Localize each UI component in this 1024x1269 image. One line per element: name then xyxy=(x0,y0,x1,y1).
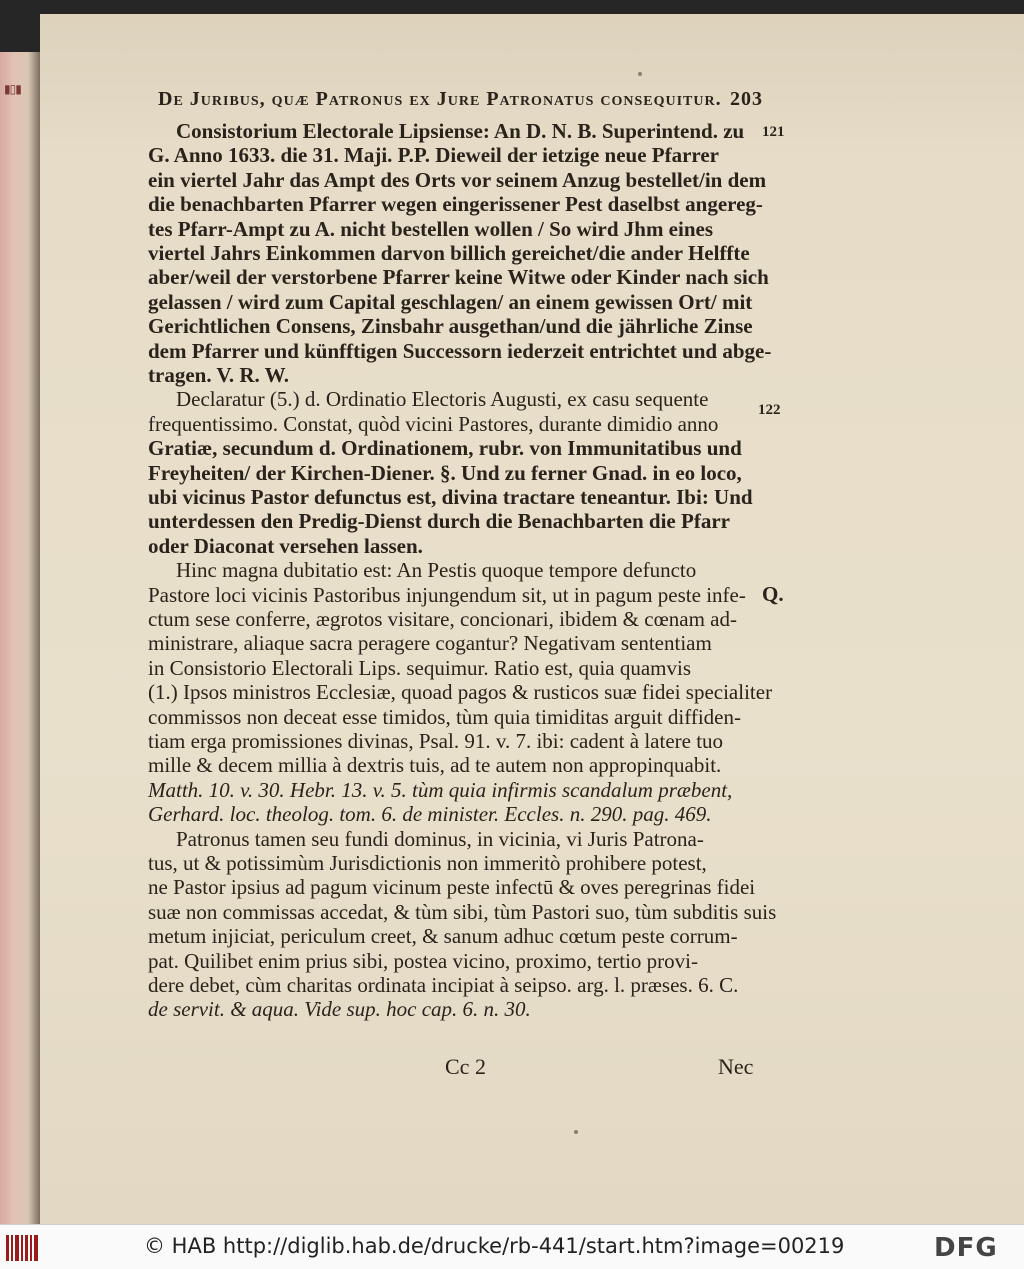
page-number: 203 xyxy=(730,88,763,110)
copyright-link[interactable]: © HAB http://diglib.hab.de/drucke/rb-441/start.htm?image=00219 xyxy=(144,1234,845,1258)
page-header: De Juribus, quæ Patronus ex Jure Patronatus consequitur. xyxy=(158,88,722,110)
book-page xyxy=(40,14,1024,1224)
text-line: (1.) Ipsos ministros Ecclesiæ, quoad pagos & rusticos suæ fidei specialiter xyxy=(148,680,773,705)
text-line: Freyheiten/ der Kirchen-Diener. §. Und zu ferner Gnad. in eo loco, xyxy=(148,460,742,485)
text-line: Gerhard. loc. theolog. tom. 6. de minister. Eccles. n. 290. pag. 469. xyxy=(148,802,712,827)
text-line: suæ non commissas accedat, & tùm sibi, tùm Pastori suo, tùm subditis suis xyxy=(148,899,777,924)
text-line: Patronus tamen seu fundi dominus, in vicinia, vi Juris Patrona- xyxy=(176,826,704,851)
text-line: unterdessen den Predig-Dienst durch die Benachbarten die Pfarr xyxy=(148,509,730,534)
text-line: Consistorium Electorale Lipsiense: An D. N. B. Superintend. zu xyxy=(176,119,745,143)
text-line: Pastore loci vicinis Pastoribus injungendum sit, ut in pagum peste infe- xyxy=(148,582,746,607)
text-line: gelassen / wird zum Capital geschlagen/ an einem gewissen Ort/ mit xyxy=(148,289,753,314)
text-line: ubi vicinus Pastor defunctus est, divina tractare teneantur. Ibi: Und xyxy=(148,485,753,509)
text-line: ein viertel Jahr das Ampt des Orts vor seinem Anzug bestellet/in dem xyxy=(148,167,767,192)
margin-note-q: Q. xyxy=(762,582,784,606)
dfg-logo: DFG xyxy=(934,1233,998,1263)
text-line: pat. Quilibet enim prius sibi, postea vicino, proximo, tertio provi- xyxy=(148,948,698,973)
print-dot xyxy=(638,72,642,76)
text-line: Matth. 10. v. 30. Hebr. 13. v. 5. tùm quia infirmis scandalum præbent, xyxy=(148,777,733,802)
text-line: Gerichtlichen Consens, Zinsbahr ausgethan/und die jährliche Zinse xyxy=(148,314,753,339)
text-line: Gratiæ, secundum d. Ordinationem, rubr. von Immunitatibus und xyxy=(148,436,742,461)
text-line: die benachbarten Pfarrer wegen eingerissener Pest daselbst angereg- xyxy=(148,192,763,217)
text-line: frequentissimo. Constat, quòd vicini Pastores, durante dimidio anno xyxy=(148,411,719,436)
print-dot xyxy=(574,1130,578,1134)
text-line: mille & decem millia à dextris tuis, ad te autem non appropinquabit. xyxy=(148,753,722,778)
viewer-footer xyxy=(0,1224,1024,1269)
text-line: commissos non deceat esse timidos, tùm quia timiditas arguit diffiden- xyxy=(148,704,741,729)
text-line: tes Pfarr-Ampt zu A. nicht bestellen wollen / So wird Jhm eines xyxy=(148,216,714,241)
text-line: oder Diaconat versehen lassen. xyxy=(148,533,423,558)
text-line: ctum sese conferre, ægrotos visitare, concionari, ibidem & cœnam ad- xyxy=(148,607,737,631)
signature-mark: Cc 2 xyxy=(445,1054,486,1079)
text-line: in Consistorio Electorali Lips. sequimur. Ratio est, quia quamvis xyxy=(148,655,692,680)
text-line: tus, ut & potissimùm Jurisdictionis non immeritò prohibere potest, xyxy=(148,851,707,875)
margin-note-122: 122 xyxy=(758,402,781,418)
text-line: ministrare, aliaque sacra peragere cogantur? Negativam sententiam xyxy=(148,631,712,656)
text-line: metum injiciat, periculum creet, & sanum adhuc cœtum peste corrum- xyxy=(148,924,738,949)
text-line: de servit. & aqua. Vide sup. hoc cap. 6. n. 30. xyxy=(148,997,531,1022)
text-line: G. Anno 1633. die 31. Maji. P.P. Dieweil der ietzige neue Pfarrer xyxy=(148,143,719,168)
text-line: tiam erga promissiones divinas, Psal. 91. v. 7. ibi: cadent à latere tuo xyxy=(148,729,724,753)
library-stamp-icon: ▮▯▮ xyxy=(4,82,21,96)
text-line: Hinc magna dubitatio est: An Pestis quoque tempore defuncto xyxy=(176,558,697,583)
previous-page-edge xyxy=(0,52,40,1224)
text-line: ne Pastor ipsius ad pagum vicinum peste infectū & oves peregrinas fidei xyxy=(148,875,756,900)
text-line: aber/weil der verstorbene Pfarrer keine Witwe oder Kinder nach sich xyxy=(148,265,769,290)
barcode-icon xyxy=(6,1235,40,1261)
margin-note-121: 121 xyxy=(762,124,785,140)
text-line: dere debet, cùm charitas ordinata incipiat à seipso. arg. l. præses. 6. C. xyxy=(148,973,739,997)
text-line: viertel Jahrs Einkommen darvon billich gereichet/die ander Helffte xyxy=(148,241,750,265)
text-line: Declaratur (5.) d. Ordinatio Electoris Augusti, ex casu sequente xyxy=(176,387,709,412)
text-line: dem Pfarrer und künfftigen Successorn iederzeit entrichtet und abge- xyxy=(148,338,772,363)
text-line: tragen. V. R. W. xyxy=(148,363,290,387)
catchword: Nec xyxy=(718,1054,754,1079)
